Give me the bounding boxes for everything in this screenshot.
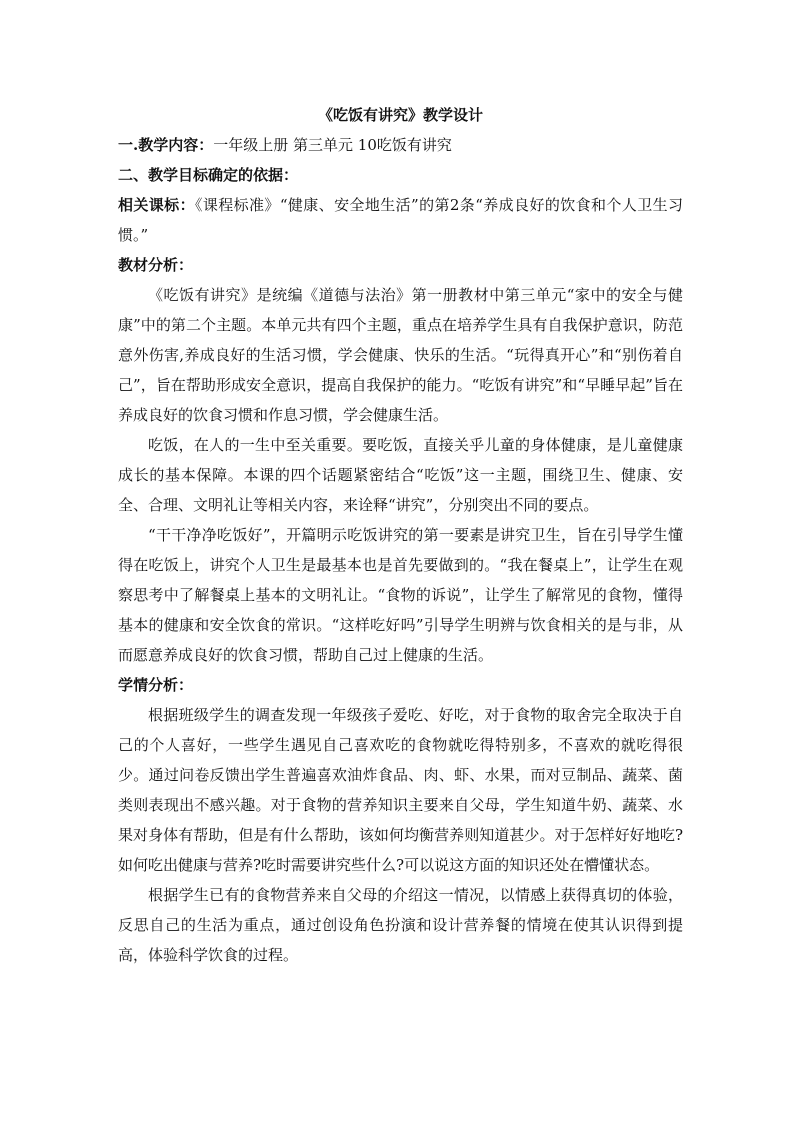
teaching-goals-basis-heading: 二、教学目标确定的依据： (118, 166, 299, 184)
textbook-analysis-paragraph: 《吃饭有讲究》是统编《道德与法治》第一册教材中第三单元“家中的安全与健康”中的第二个主题。本单元共有四个主题，重点在培养学生具有自我保护意识，防范意外伤害,养成良好的生活习惯，学会健康、快乐的生活。“玩得真开心”和“别伤着自己”，旨在帮助形成安全意识，提高自我保护的能力。“吃饭有讲究”和“早睡早起”旨在养成良好的饮食习惯和作息习惯，学会健康生活。 (118, 286, 683, 424)
teaching-content-line (118, 130, 683, 160)
document-page (118, 100, 683, 970)
teaching-content-heading: 一.教学内容： (118, 136, 214, 154)
student-analysis-heading: 学情分析： (118, 676, 194, 694)
curriculum-standards-text: 《课程标准》“健康、安全地生活”的第2条“养成良好的饮食和个人卫生习惯。” (118, 196, 683, 244)
textbook-analysis-heading: 教材分析： (118, 256, 194, 274)
textbook-analysis-paragraph: “干干净净吃饭好”，开篇明示吃饭讲究的第一要素是讲究卫生，旨在引导学生懂得在吃饭上，讲究个人卫生是最基本也是首先要做到的。“我在餐桌上”，让学生在观察思考中了解餐桌上基本的文明礼让。“食物的诉说”，让学生了解常见的食物，懂得基本的健康和安全饮食的常识。“这样吃好吗”引导学生明辨与饮食相关的是与非，从而愿意养成良好的饮食习惯，帮助自己过上健康的生活。 (118, 526, 683, 664)
textbook-analysis-paragraph: 吃饭，在人的一生中至关重要。要吃饭，直接关乎儿童的身体健康，是儿童健康成长的基本保障。本课的四个话题紧密结合“吃饭”这一主题，围绕卫生、健康、安全、合理、文明礼让等相关内容，来诠释“讲究”，分别突出不同的要点。 (118, 436, 683, 514)
student-analysis-paragraph: 根据班级学生的调查发现一年级孩子爱吃、好吃，对于食物的取舍完全取决于自己的个人喜好，一些学生遇见自己喜欢吃的食物就吃得特别多，不喜欢的就吃得很少。通过问卷反馈出学生普遍喜欢油炸食品、肉、虾、水果，而对豆制品、蔬菜、菌类则表现出不感兴趣。对于食物的营养知识主要来自父母，学生知道牛奶、蔬菜、水果对身体有帮助，但是有什么帮助，该如何均衡营养则知道甚少。对于怎样好好地吃?如何吃出健康与营养?吃时需要讲究些什么?可以说这方面的知识还处在懵懂状态。 (118, 706, 683, 874)
curriculum-standards-paragraph (118, 190, 683, 250)
document-title: 《吃饭有讲究》教学设计 (317, 106, 483, 124)
curriculum-standards-heading: 相关课标： (118, 196, 195, 214)
student-analysis-paragraph: 根据学生已有的食物营养来自父母的介绍这一情况，以情感上获得真切的体验，反思自己的生活为重点，通过创设角色扮演和设计营养餐的情境在使其认识得到提高，体验科学饮食的过程。 (118, 886, 683, 964)
teaching-content-text: 一年级上册 第三单元 10吃饭有讲究 (213, 136, 452, 154)
